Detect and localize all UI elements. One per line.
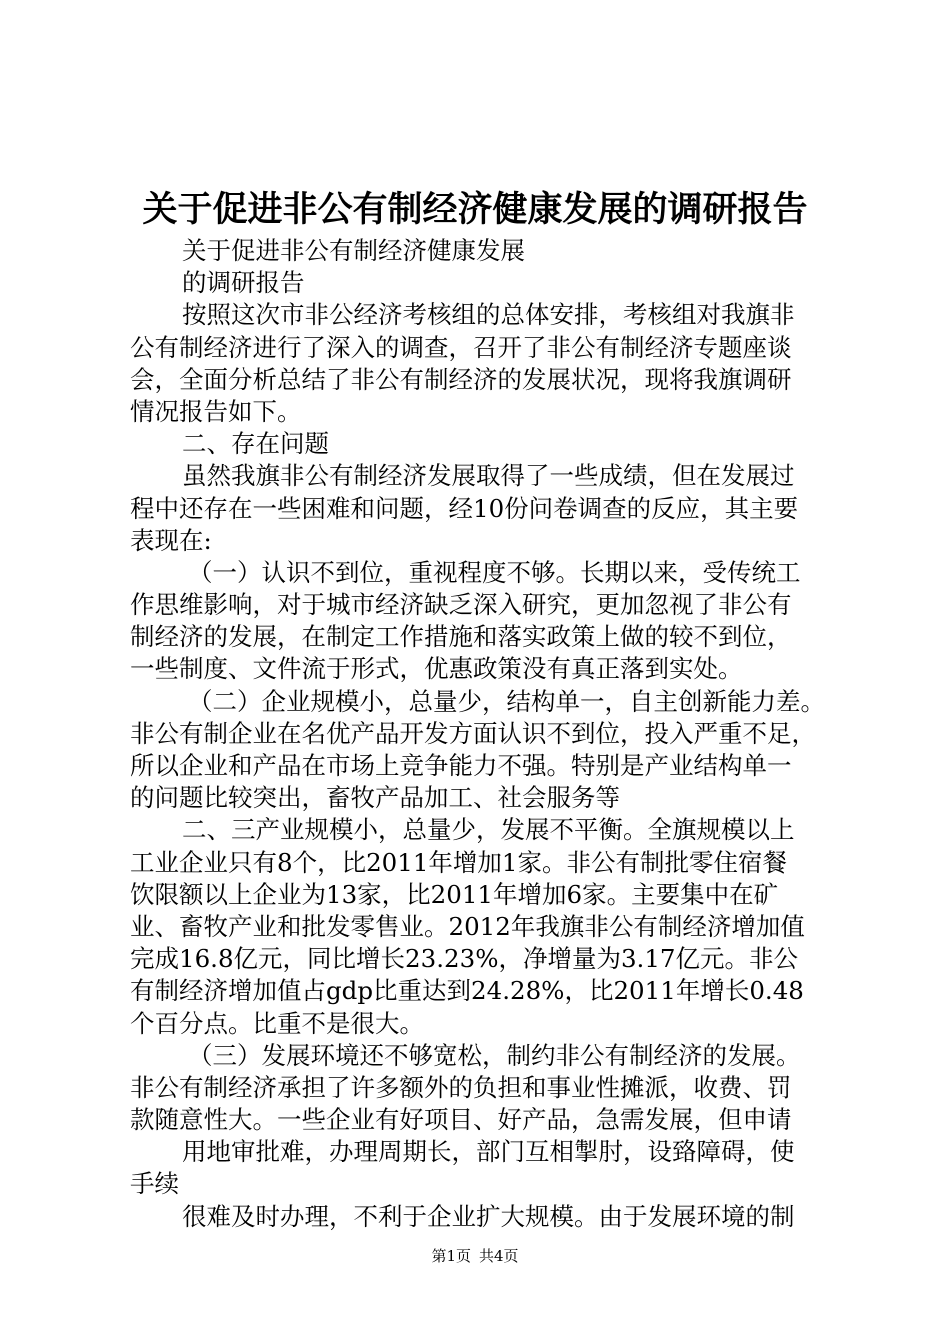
text-line: 完成16.8亿元，同比增长23.23%，净增量为3.17亿元。非公	[130, 944, 799, 974]
text-line: 业、畜牧产业和批发零售业。2012年我旗非公有制经济增加值	[130, 911, 805, 941]
text-line: （三）发展环境还不够宽松，制约非公有制经济的发展。	[188, 1040, 801, 1070]
text-line: 按照这次市非公经济考核组的总体安排，考核组对我旗非	[182, 300, 795, 330]
text-line: 饮限额以上企业为13家，比2011年增加6家。主要集中在矿	[130, 879, 779, 909]
text-line: 二、三产业规模小，总量少，发展不平衡。全旗规模以上	[182, 815, 795, 845]
page-footer	[0, 1244, 950, 1268]
text-line: 关于促进非公有制经济健康发展	[182, 236, 525, 265]
text-line: （二）企业规模小，总量少，结构单一，自主创新能力差。	[188, 686, 825, 716]
text-line: 个百分点。比重不是很大。	[130, 1008, 424, 1038]
text-line: 用地审批难，办理周期长，部门互相掣肘，设臵障碍，使	[182, 1137, 795, 1167]
text-line: 款随意性大。一些企业有好项目、好产品，急需发展，但申请	[130, 1105, 792, 1135]
text-line: 虽然我旗非公有制经济发展取得了一些成绩，但在发展过	[182, 461, 795, 491]
document-body	[130, 235, 830, 1233]
page-total: 共4页	[479, 1247, 519, 1265]
section-heading: 二、存在问题	[182, 429, 329, 459]
text-line: 的调研报告	[182, 268, 305, 298]
text-line: 制经济的发展，在制定工作措施和落实政策上做的较不到位，	[130, 622, 792, 652]
text-line: 所以企业和产品在市场上竞争能力不强。特别是产业结构单一	[130, 751, 792, 780]
text-line: 一些制度、文件流于形式，优惠政策没有真正落到实处。	[130, 654, 743, 684]
text-line: 非公有制企业在名优产品开发方面认识不到位，投入严重不足，	[130, 718, 816, 748]
text-line: 情况报告如下。	[130, 396, 302, 426]
text-line: 作思维影响，对于城市经济缺乏深入研究，更加忽视了非公有	[130, 590, 792, 620]
page-number: 第1页	[431, 1247, 471, 1265]
text-line: （一）认识不到位，重视程度不够。长期以来，受传统工	[188, 557, 801, 587]
text-line: 有制经济增加值占gdp比重达到24.28%，比2011年增长0.48	[130, 976, 804, 1006]
text-line: 手续	[130, 1169, 179, 1199]
text-line: 程中还存在一些困难和问题，经10份问卷调查的反应，其主要	[130, 493, 799, 523]
text-line: 公有制经济进行了深入的调查，召开了非公有制经济专题座谈	[130, 332, 792, 362]
text-line: 很难及时办理，不利于企业扩大规模。由于发展环境的制	[182, 1201, 795, 1231]
document-title: 关于促进非公有制经济健康发展的调研报告	[142, 189, 808, 230]
text-line: 非公有制经济承担了许多额外的负担和事业性摊派，收费、罚	[130, 1072, 792, 1102]
text-line: 表现在:	[130, 525, 212, 555]
text-line: 的问题比较突出，畜牧产品加工、社会服务等	[130, 783, 620, 813]
text-line: 工业企业只有8个，比2011年增加1家。非公有制批零住宿餐	[130, 847, 788, 877]
text-line: 会，全面分析总结了非公有制经济的发展状况，现将我旗调研	[130, 364, 792, 394]
